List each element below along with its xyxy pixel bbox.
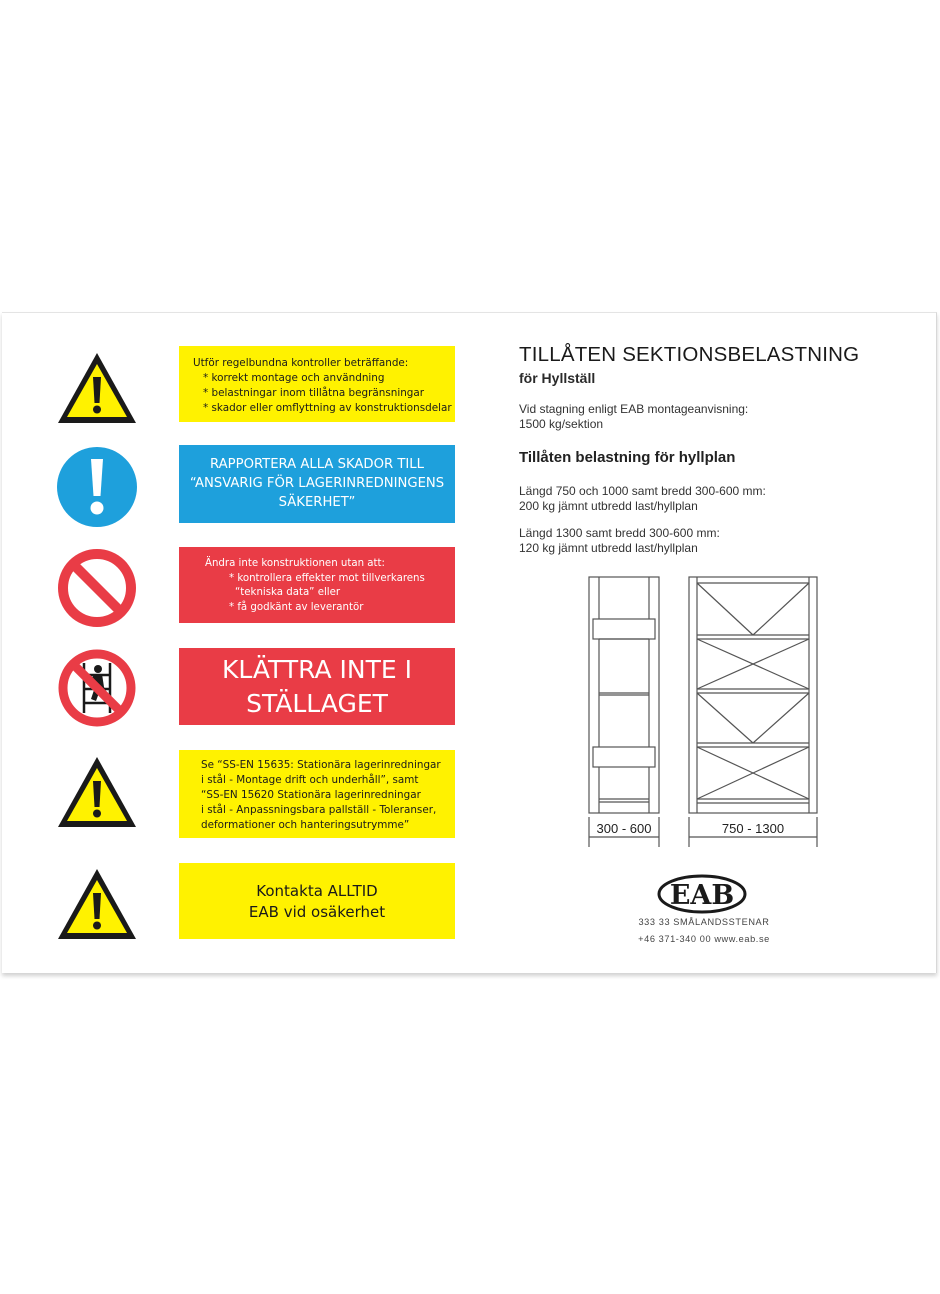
page-title: TILLÅTEN SEKTIONSBELASTNING	[519, 343, 860, 366]
notice-line: SÄKERHET”	[278, 495, 356, 510]
notice-line: Kontakta ALLTID	[256, 882, 378, 900]
notice-line: * skador eller omflyttning av konstruktionsdelar	[203, 402, 452, 414]
notice-line: Utför regelbundna kontroller beträffande:	[193, 357, 409, 369]
notice-line: RAPPORTERA ALLA SKADOR TILL	[210, 457, 424, 472]
shelf-load-text-2	[519, 526, 720, 556]
prohibition-icon	[54, 545, 140, 631]
warning-triangle-icon	[54, 863, 140, 949]
text-line: Längd 1300 samt bredd 300-600 mm:	[519, 526, 720, 540]
company-contact: +46 371-340 00 www.eab.se	[638, 934, 770, 944]
report-damage-box	[179, 445, 455, 523]
notice-line: EAB vid osäkerhet	[248, 903, 386, 921]
company-address: 333 33 SMÅLANDSSTENAR	[638, 917, 770, 927]
notice-line: deformationer och hanteringsutrymme”	[201, 819, 410, 831]
notice-line: Se “SS-EN 15635: Stationära lagerinredningar	[201, 759, 441, 771]
length-dimension-label: 750 - 1300	[721, 821, 785, 836]
notice-line: STÄLLAGET	[246, 689, 388, 718]
do-not-modify-box	[179, 547, 455, 623]
mandatory-exclamation-icon	[54, 444, 140, 530]
eab-logo	[656, 873, 748, 915]
page-subtitle: för Hyllställ	[519, 370, 596, 386]
notice-line: KLÄTTRA INTE I	[221, 655, 413, 684]
contact-notice-box	[179, 863, 455, 939]
text-line: 200 kg jämnt utbredd last/hyllplan	[519, 499, 698, 513]
no-climbing-icon	[54, 645, 140, 731]
notice-line: “ANSVARIG FÖR LAGERINREDNINGENS	[189, 476, 445, 491]
notice-line: * kontrollera effekter mot tillverkarens	[229, 572, 425, 584]
depth-dimension-label: 300 - 600	[596, 821, 652, 836]
notice-line: i stål - Anpassningsbara pallställ - Toleranser,	[201, 804, 437, 816]
shelf-load-text-1	[519, 484, 766, 514]
text-line: Vid stagning enligt EAB montageanvisning:	[519, 402, 749, 416]
notice-line: Ändra inte konstruktionen utan att:	[205, 558, 385, 569]
side-view-shelf	[593, 747, 655, 767]
text-line: 1500 kg/sektion	[519, 417, 604, 431]
standards-reference-box	[179, 750, 455, 838]
notice-line: * korrekt montage och användning	[203, 372, 385, 384]
notice-line: * få godkänt av leverantör	[229, 601, 364, 613]
text-line: 120 kg jämnt utbredd last/hyllplan	[519, 541, 698, 555]
notice-line: “tekniska data” eller	[235, 587, 341, 598]
front-view-frame	[689, 577, 817, 813]
warning-triangle-icon	[54, 751, 140, 837]
warning-triangle-icon	[54, 347, 140, 433]
shelving-diagram	[579, 571, 829, 861]
no-climbing-box	[179, 648, 455, 725]
notice-line: * belastningar inom tillåtna begränsningar	[203, 387, 425, 399]
notice-line: i stål - Montage drift och underhåll”, samt	[201, 774, 419, 786]
notice-line: “SS-EN 15620 Stationära lagerinredningar	[201, 789, 421, 801]
text-line: Längd 750 och 1000 samt bredd 300-600 mm:	[519, 484, 766, 498]
logo-text: EAB	[669, 880, 735, 911]
inspection-notice-box	[179, 346, 455, 422]
safety-sign-sheet	[2, 312, 937, 973]
section-load-text	[519, 402, 748, 432]
shelf-load-heading: Tillåten belastning för hyllplan	[519, 449, 736, 466]
side-view-shelf	[593, 619, 655, 639]
